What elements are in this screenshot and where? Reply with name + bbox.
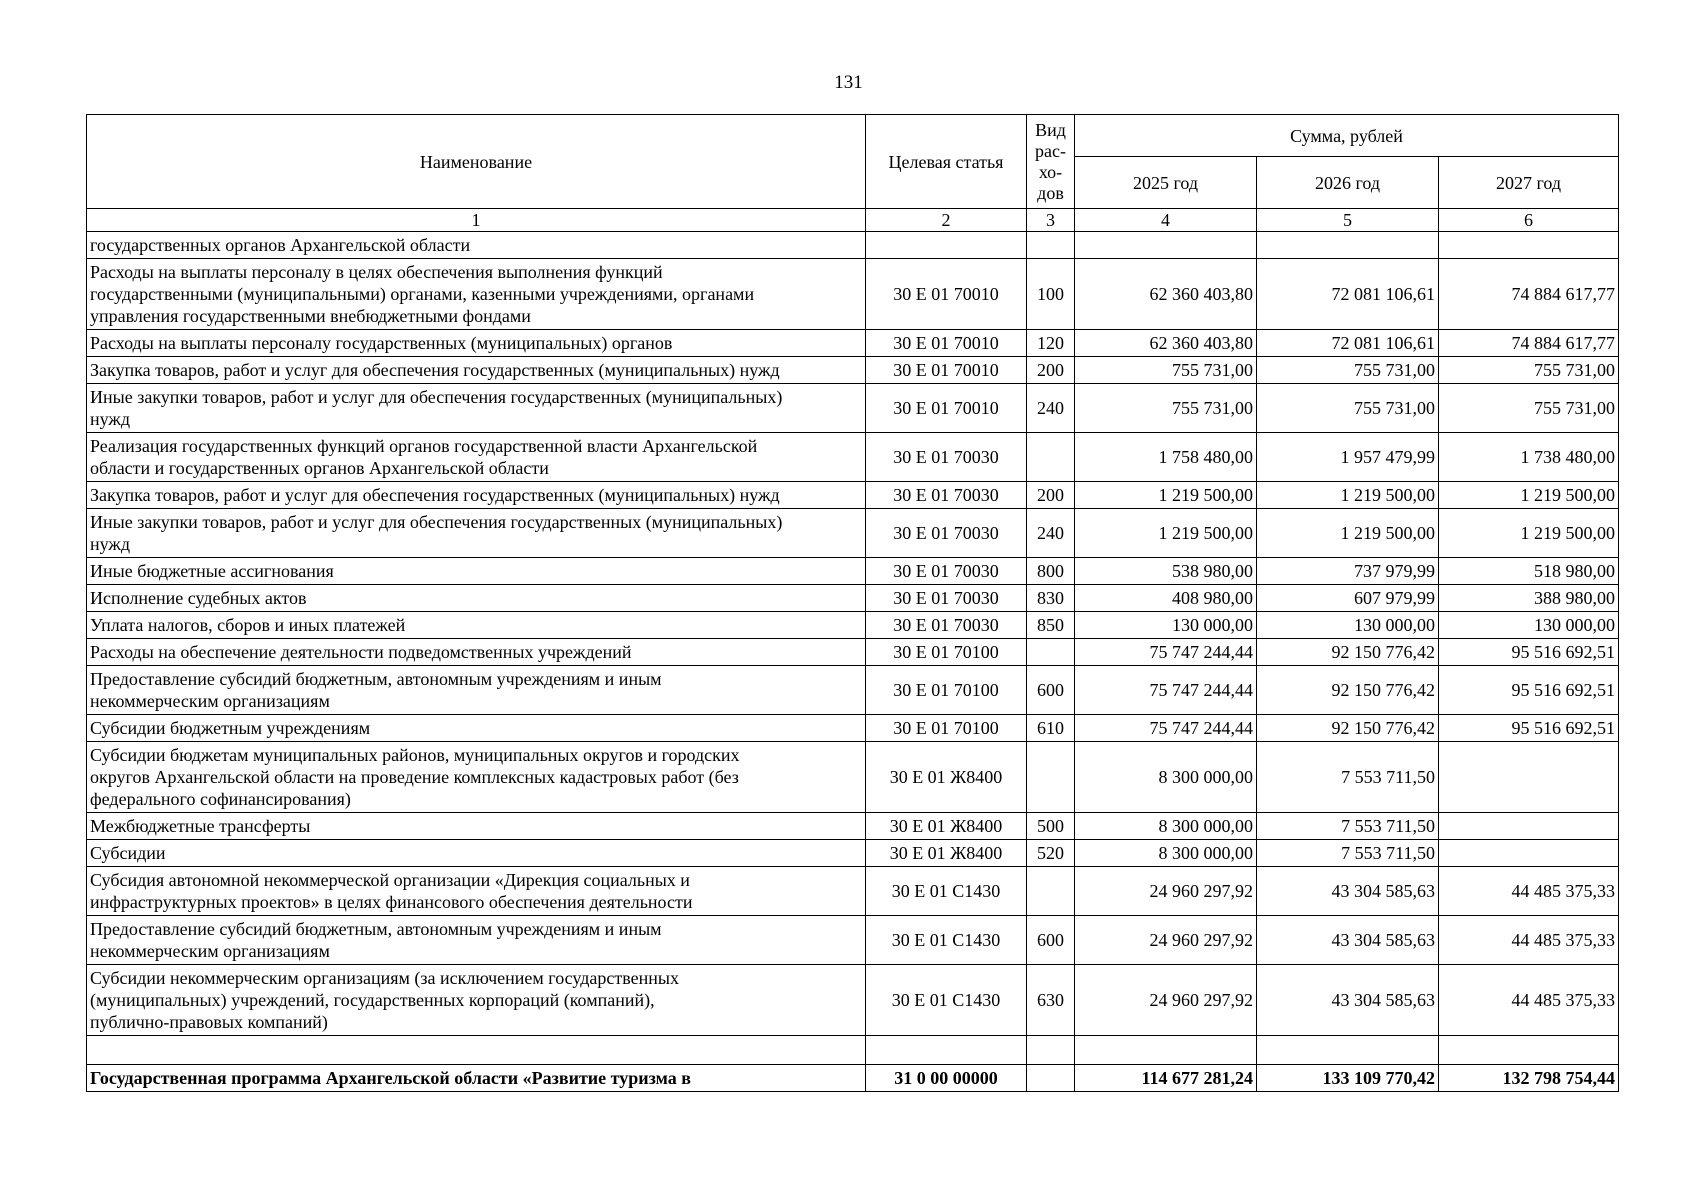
row-expense-type: 800 [1027,558,1075,585]
row-amount-2026: 133 109 770,42 [1257,1065,1439,1092]
row-name: Расходы на обеспечение деятельности подведомственных учреждений [87,639,866,666]
column-index-6: 6 [1439,209,1619,232]
column-index-4: 4 [1075,209,1257,232]
row-amount-2025: 75 747 244,44 [1075,715,1257,742]
table-row [87,259,1619,330]
column-index-2: 2 [866,209,1027,232]
row-amount-2025: 24 960 297,92 [1075,916,1257,965]
row-amount-2027: 1 219 500,00 [1439,482,1619,509]
row-amount-2026: 1 219 500,00 [1257,482,1439,509]
row-name: Реализация государственных функций органов государственной власти Архангельской области и государственных органов Архангельской области [87,433,866,482]
row-target-article: 30 Е 01 70030 [866,558,1027,585]
row-amount-2025: 75 747 244,44 [1075,666,1257,715]
row-target-article: 30 Е 01 70100 [866,639,1027,666]
row-name: Иные закупки товаров, работ и услуг для обеспечения государственных (муниципальных) нужд [87,384,866,433]
row-target-article: 30 Е 01 С1430 [866,916,1027,965]
row-expense-type: 200 [1027,357,1075,384]
row-amount-2026: 92 150 776,42 [1257,666,1439,715]
row-target-article: 30 Е 01 С1430 [866,965,1027,1036]
row-name: Исполнение судебных актов [87,585,866,612]
table-row [87,612,1619,639]
row-amount-2026: 737 979,99 [1257,558,1439,585]
row-target-article: 30 Е 01 70010 [866,259,1027,330]
row-name: Расходы на выплаты персоналу государственных (муниципальных) органов [87,330,866,357]
row-amount-2026: 43 304 585,63 [1257,916,1439,965]
row-amount-2026: 755 731,00 [1257,384,1439,433]
row-amount-2025: 1 758 480,00 [1075,433,1257,482]
row-amount-2026: 1 219 500,00 [1257,509,1439,558]
table-row [87,433,1619,482]
table-row [87,1036,1619,1065]
row-amount-2026: 43 304 585,63 [1257,867,1439,916]
row-amount-2027: 95 516 692,51 [1439,715,1619,742]
row-expense-type [1027,742,1075,813]
row-amount-2027: 1 738 480,00 [1439,433,1619,482]
table-row [87,232,1619,259]
row-name: Уплата налогов, сборов и иных платежей [87,612,866,639]
row-amount-2025 [1075,1036,1257,1065]
row-amount-2027: 755 731,00 [1439,384,1619,433]
row-target-article: 30 Е 01 70030 [866,509,1027,558]
row-target-article: 30 Е 01 70030 [866,482,1027,509]
row-expense-type [1027,1036,1075,1065]
row-name: Предоставление субсидий бюджетным, автономным учреждениям и иным некоммерческим организациям [87,666,866,715]
table-row [87,585,1619,612]
row-target-article: 30 Е 01 70010 [866,330,1027,357]
row-expense-type: 830 [1027,585,1075,612]
row-amount-2027: 518 980,00 [1439,558,1619,585]
row-name: Иные закупки товаров, работ и услуг для обеспечения государственных (муниципальных) нужд [87,509,866,558]
row-amount-2027 [1439,813,1619,840]
table-row [87,482,1619,509]
row-target-article: 30 Е 01 Ж8400 [866,813,1027,840]
row-name: Субсидии бюджетным учреждениям [87,715,866,742]
row-name: Закупка товаров, работ и услуг для обеспечения государственных (муниципальных) нужд [87,357,866,384]
row-expense-type: 200 [1027,482,1075,509]
row-expense-type: 520 [1027,840,1075,867]
row-amount-2025: 24 960 297,92 [1075,867,1257,916]
row-amount-2025: 755 731,00 [1075,357,1257,384]
row-amount-2025: 114 677 281,24 [1075,1065,1257,1092]
row-amount-2025: 24 960 297,92 [1075,965,1257,1036]
row-expense-type: 240 [1027,509,1075,558]
column-index-1: 1 [87,209,866,232]
row-name: Субсидии [87,840,866,867]
header-expense-type: Вид рас- хо- дов [1027,115,1075,209]
row-expense-type [1027,867,1075,916]
row-target-article: 30 Е 01 70100 [866,715,1027,742]
table-row [87,840,1619,867]
row-amount-2026: 92 150 776,42 [1257,715,1439,742]
row-amount-2025: 1 219 500,00 [1075,509,1257,558]
header-year-2025: 2025 год [1075,157,1257,209]
row-target-article: 30 Е 01 Ж8400 [866,840,1027,867]
budget-table [86,114,1619,1092]
row-expense-type: 240 [1027,384,1075,433]
row-target-article: 30 Е 01 70010 [866,357,1027,384]
row-amount-2027: 95 516 692,51 [1439,639,1619,666]
row-name [87,1036,866,1065]
row-expense-type: 630 [1027,965,1075,1036]
row-amount-2027: 44 485 375,33 [1439,965,1619,1036]
table-row [87,813,1619,840]
row-target-article: 30 Е 01 70030 [866,433,1027,482]
table-row [87,558,1619,585]
table-row [87,509,1619,558]
row-amount-2026: 43 304 585,63 [1257,965,1439,1036]
row-amount-2025: 8 300 000,00 [1075,742,1257,813]
row-target-article: 30 Е 01 70030 [866,585,1027,612]
row-name: Предоставление субсидий бюджетным, автономным учреждениям и иным некоммерческим организациям [87,916,866,965]
row-name: Субсидии некоммерческим организациям (за исключением государственных (муниципальных) учреждений, государственных корпораций (компаний), публично-правовых компаний) [87,965,866,1036]
row-amount-2025: 62 360 403,80 [1075,330,1257,357]
row-amount-2027: 130 000,00 [1439,612,1619,639]
row-amount-2027: 74 884 617,77 [1439,330,1619,357]
row-amount-2025: 408 980,00 [1075,585,1257,612]
row-expense-type [1027,1065,1075,1092]
row-amount-2027: 95 516 692,51 [1439,666,1619,715]
row-amount-2026: 755 731,00 [1257,357,1439,384]
row-amount-2027: 132 798 754,44 [1439,1065,1619,1092]
table-row [87,666,1619,715]
row-amount-2027 [1439,232,1619,259]
header-target-article: Целевая статья [866,115,1027,209]
header-name: Наименование [87,115,866,209]
table-row [87,916,1619,965]
row-amount-2026: 72 081 106,61 [1257,259,1439,330]
row-amount-2026: 607 979,99 [1257,585,1439,612]
row-target-article: 30 Е 01 70030 [866,612,1027,639]
row-amount-2027: 755 731,00 [1439,357,1619,384]
row-expense-type [1027,433,1075,482]
row-target-article: 30 Е 01 70010 [866,384,1027,433]
row-amount-2027 [1439,742,1619,813]
row-name: государственных органов Архангельской области [87,232,866,259]
row-expense-type: 100 [1027,259,1075,330]
table-row [87,867,1619,916]
row-expense-type: 850 [1027,612,1075,639]
row-target-article [866,232,1027,259]
row-amount-2026: 7 553 711,50 [1257,813,1439,840]
table-row [87,965,1619,1036]
row-name: Субсидия автономной некоммерческой организации «Дирекция социальных и инфраструктурных проектов» в целях финансового обеспечения деятельности [87,867,866,916]
row-amount-2025 [1075,232,1257,259]
row-amount-2027: 74 884 617,77 [1439,259,1619,330]
table-row [87,384,1619,433]
row-amount-2025: 62 360 403,80 [1075,259,1257,330]
table-row [87,330,1619,357]
row-amount-2027 [1439,1036,1619,1065]
row-name: Межбюджетные трансферты [87,813,866,840]
row-name: Субсидии бюджетам муниципальных районов, муниципальных округов и городских округов Архангельской области на проведение комплексных кадастровых работ (без федерального софинансирования) [87,742,866,813]
row-name: Закупка товаров, работ и услуг для обеспечения государственных (муниципальных) нужд [87,482,866,509]
row-amount-2027: 1 219 500,00 [1439,509,1619,558]
row-amount-2027: 44 485 375,33 [1439,916,1619,965]
header-sum: Сумма, рублей [1075,115,1619,157]
page-number: 131 [834,72,863,93]
row-target-article [866,1036,1027,1065]
header-year-2027: 2027 год [1439,157,1619,209]
row-amount-2025: 130 000,00 [1075,612,1257,639]
row-expense-type: 120 [1027,330,1075,357]
row-amount-2026 [1257,232,1439,259]
row-target-article: 30 Е 01 С1430 [866,867,1027,916]
row-amount-2026: 72 081 106,61 [1257,330,1439,357]
row-expense-type [1027,639,1075,666]
row-target-article: 30 Е 01 70100 [866,666,1027,715]
table-row [87,715,1619,742]
row-expense-type: 600 [1027,666,1075,715]
table-row [87,1065,1619,1092]
row-amount-2025: 538 980,00 [1075,558,1257,585]
row-amount-2025: 755 731,00 [1075,384,1257,433]
header-year-2026: 2026 год [1257,157,1439,209]
row-amount-2025: 8 300 000,00 [1075,813,1257,840]
row-target-article: 30 Е 01 Ж8400 [866,742,1027,813]
column-index-5: 5 [1257,209,1439,232]
row-amount-2026: 7 553 711,50 [1257,742,1439,813]
row-amount-2027: 44 485 375,33 [1439,867,1619,916]
row-name: Расходы на выплаты персоналу в целях обеспечения выполнения функций государственными (муниципальными) органами, казенными учреждениями, органами управления государственными внебюджетными фондами [87,259,866,330]
table-row [87,742,1619,813]
row-amount-2027 [1439,840,1619,867]
table-row [87,639,1619,666]
table-row [87,357,1619,384]
row-amount-2025: 75 747 244,44 [1075,639,1257,666]
row-expense-type [1027,232,1075,259]
row-amount-2027: 388 980,00 [1439,585,1619,612]
row-target-article: 31 0 00 00000 [866,1065,1027,1092]
row-amount-2026: 7 553 711,50 [1257,840,1439,867]
row-amount-2025: 8 300 000,00 [1075,840,1257,867]
row-expense-type: 600 [1027,916,1075,965]
row-name: Государственная программа Архангельской области «Развитие туризма в [87,1065,866,1092]
row-amount-2026: 92 150 776,42 [1257,639,1439,666]
row-name: Иные бюджетные ассигнования [87,558,866,585]
row-amount-2026: 1 957 479,99 [1257,433,1439,482]
row-expense-type: 500 [1027,813,1075,840]
row-expense-type: 610 [1027,715,1075,742]
row-amount-2026: 130 000,00 [1257,612,1439,639]
row-amount-2025: 1 219 500,00 [1075,482,1257,509]
row-amount-2026 [1257,1036,1439,1065]
column-index-3: 3 [1027,209,1075,232]
